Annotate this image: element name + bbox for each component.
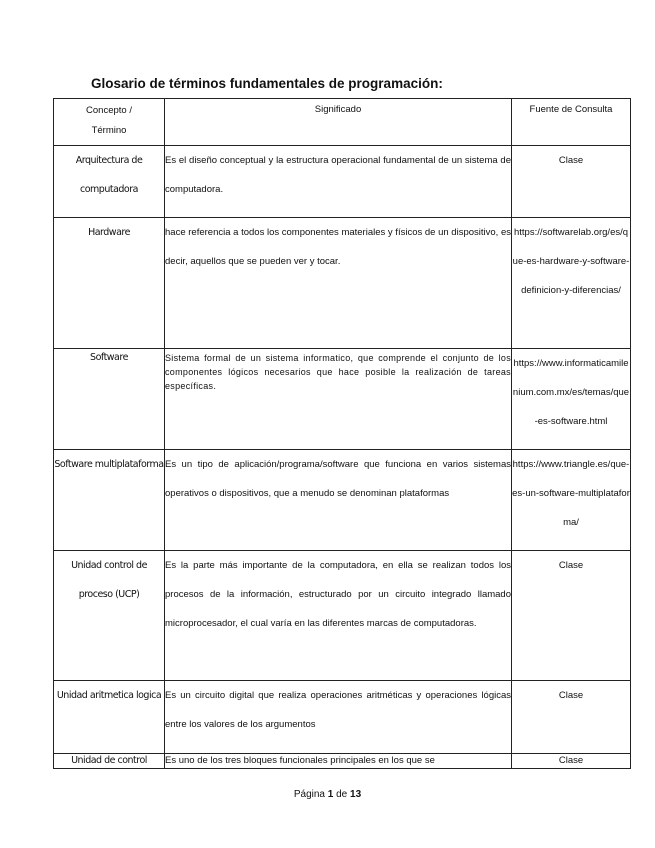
row-term: Unidad control de proceso (UCP) [54,551,165,681]
row-source: Clase [512,681,631,754]
row-term: Arquitectura de computadora [54,146,165,218]
header-source: Fuente de Consulta [512,99,631,146]
table-row [54,681,631,754]
row-source[interactable]: https://www.informaticamilenium.com.mx/es/temas/que-es-software.html [512,349,631,450]
table-row [54,349,631,450]
header-row [54,99,631,146]
table-row [54,551,631,681]
row-term: Hardware [54,218,165,349]
row-meaning: Es uno de los tres bloques funcionales principales en los que se [165,754,512,769]
row-source[interactable]: https://www.triangle.es/que-es-un-software-multiplataforma/ [512,450,631,551]
row-source: Clase [512,754,631,769]
table-row [54,218,631,349]
header-concept [54,99,165,146]
row-term: Unidad de control [54,754,165,769]
footer-page-label: Página [293,789,325,800]
page-footer [0,789,655,800]
row-meaning: Es un circuito digital que realiza operaciones aritméticas y operaciones lógicas entre los valores de los argumentos [165,681,512,754]
footer-total-pages: 13 [350,789,362,800]
row-source: Clase [512,551,631,681]
header-concept-line1: Concepto / [86,105,132,116]
table-row [54,450,631,551]
page-title: Glosario de términos fundamentales de programación: [91,76,443,91]
row-meaning: Sistema formal de un sistema informatico, que comprende el conjunto de los componentes lógicos necesarios que hace posible la realización de tareas específicas. [165,349,512,450]
header-concept-line2: Término [91,125,127,136]
row-meaning: Es el diseño conceptual y la estructura operacional fundamental de un sistema de computadora. [165,146,512,218]
row-meaning: Es un tipo de aplicación/programa/software que funciona en varios sistemas operativos o dispositivos, que a menudo se denominan plataformas [165,450,512,551]
row-meaning: Es la parte más importante de la computadora, en ella se realizan todos los procesos de la información, estructurado por un circuito integrado llamado microprocesador, el cual varía en las diferentes marcas de computadoras. [165,551,512,681]
footer-of-label: de [336,789,348,800]
footer-current-page: 1 [327,789,334,800]
row-term: Software [54,349,165,450]
row-source: Clase [512,146,631,218]
row-term: Unidad aritmetica logica [54,681,165,754]
row-source[interactable]: https://softwarelab.org/es/que-es-hardware-y-software-definicion-y-diferencias/ [512,218,631,349]
table-row [54,754,631,769]
table-row [54,146,631,218]
row-term: Software multiplataforma [54,450,165,551]
row-meaning: hace referencia a todos los componentes materiales y físicos de un dispositivo, es decir, aquellos que se pueden ver y tocar. [165,218,512,349]
header-meaning: Significado [165,99,512,146]
glossary-table [53,98,631,769]
